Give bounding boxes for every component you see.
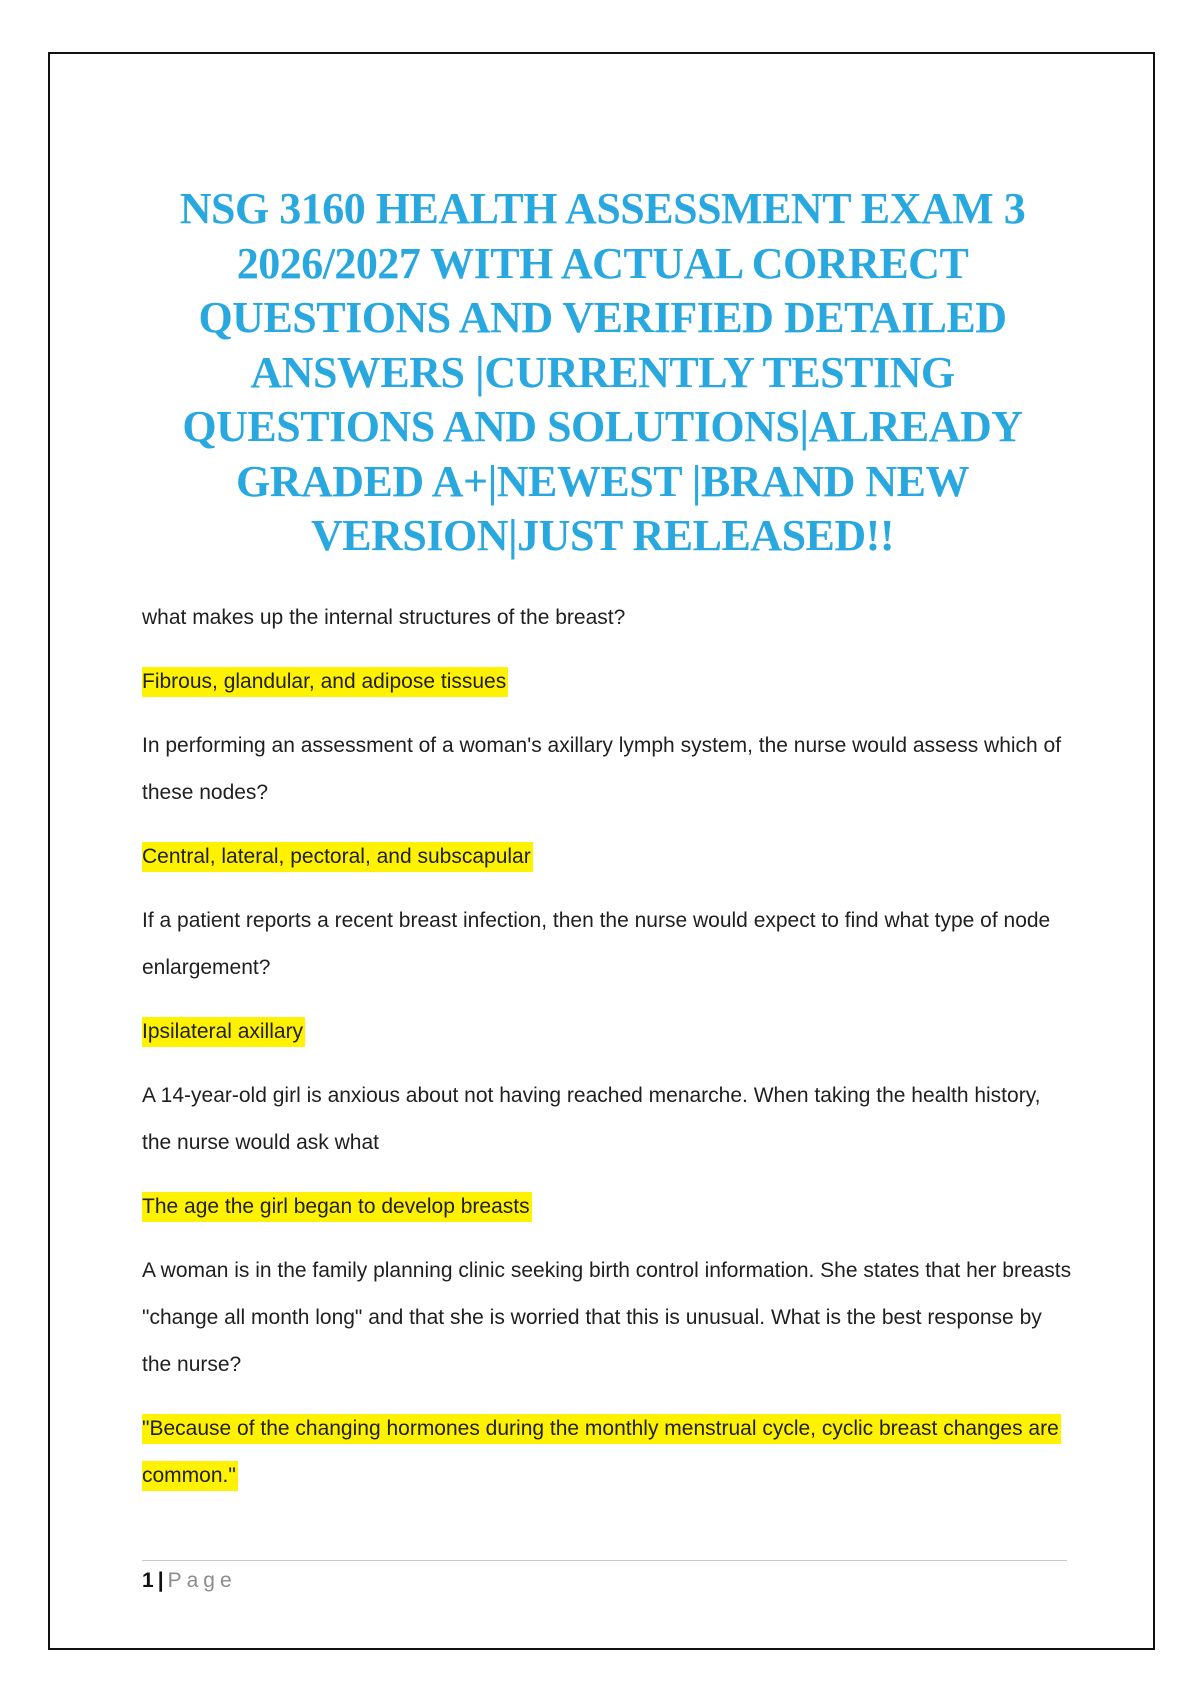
answer-4-highlight: The age the girl began to develop breasts	[142, 1192, 532, 1222]
footer-separator: |	[157, 1569, 164, 1592]
page-number: 1	[142, 1569, 154, 1592]
answer-3-highlight: Ipsilateral axillary	[142, 1017, 305, 1047]
answer-2	[142, 833, 1072, 880]
answer-5-highlight: "Because of the changing hormones during the monthly menstrual cycle, cyclic breast changes are common."	[142, 1414, 1061, 1491]
document-title: NSG 3160 HEALTH ASSESSMENT EXAM 3 2026/2027 WITH ACTUAL CORRECT QUESTIONS AND VERIFIED DETAILED ANSWERS |CURRENTLY TESTING QUESTIONS AND SOLUTIONS|ALREADY GRADED A+|NEWEST |BRAND NEW VERSION|JUST RELEASED!!	[179, 184, 1026, 560]
question-2: In performing an assessment of a woman's axillary lymph system, the nurse would assess which of these nodes?	[142, 734, 1062, 804]
answer-1	[142, 658, 1072, 705]
answer-4	[142, 1183, 1072, 1230]
question-4: A 14-year-old girl is anxious about not having reached menarche. When taking the health history, the nurse would ask what	[142, 1084, 1041, 1154]
footer-divider	[142, 1560, 1067, 1561]
answer-2-highlight: Central, lateral, pectoral, and subscapular	[142, 842, 533, 872]
question-1: what makes up the internal structures of the breast?	[142, 606, 626, 629]
question-3: If a patient reports a recent breast infection, then the nurse would expect to find what type of node enlargement?	[142, 909, 1051, 979]
qa-content	[142, 594, 1072, 1516]
answer-5	[142, 1405, 1072, 1499]
answer-1-highlight: Fibrous, glandular, and adipose tissues	[142, 667, 508, 697]
question-5: A woman is in the family planning clinic seeking birth control information. She states that her breasts "change all month long" and that she is worried that this is unusual. What is the best response by the nurse?	[142, 1259, 1072, 1376]
page-label: Page	[167, 1569, 237, 1592]
page-footer	[142, 1566, 237, 1596]
answer-3	[142, 1008, 1072, 1055]
